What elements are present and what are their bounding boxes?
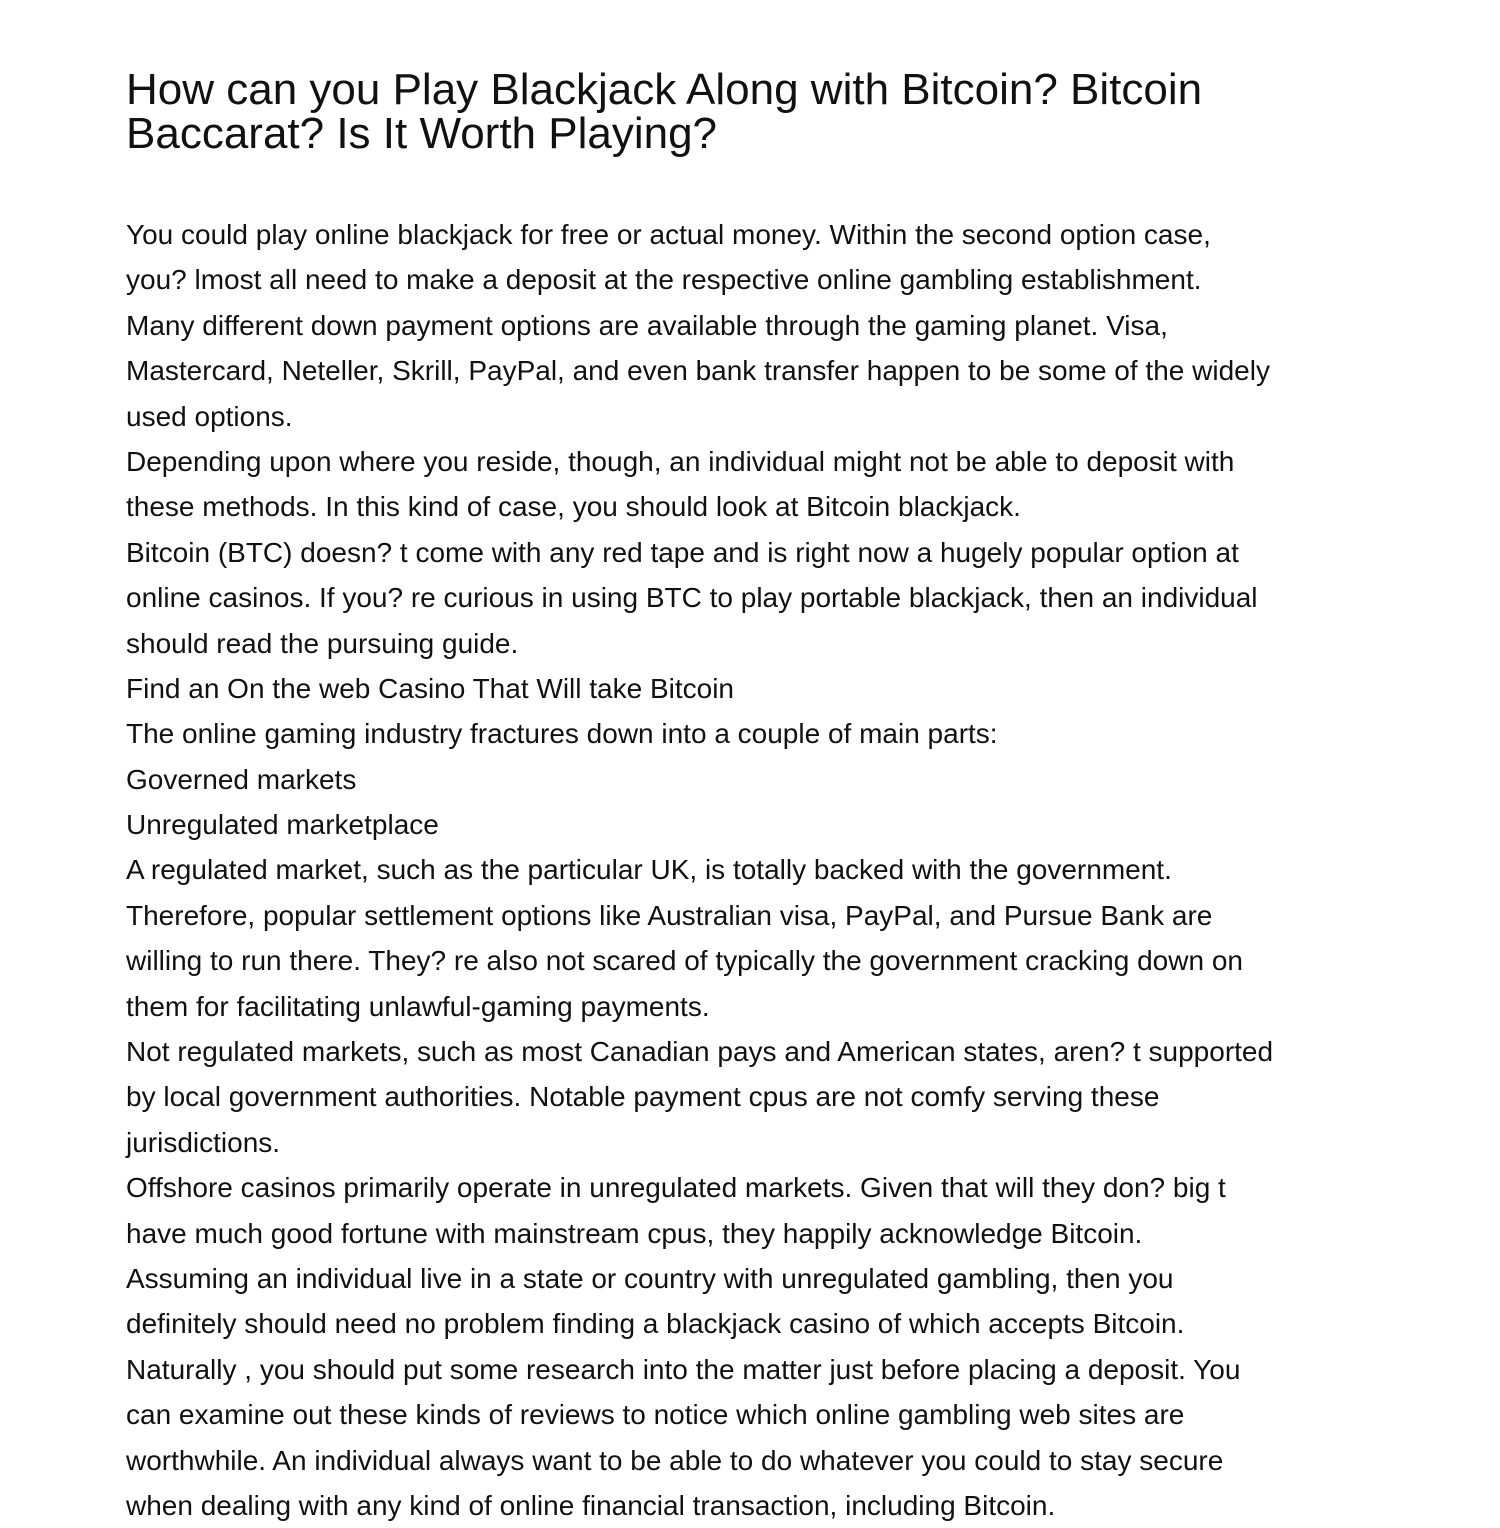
body-line: Many different down payment options are available through the gaming planet. Visa, (126, 309, 1168, 341)
body-line: when dealing with any kind of online financial transaction, including Bitcoin. (126, 1489, 1056, 1521)
body-line: You could play online blackjack for free or actual money. Within the second option case, (126, 219, 1211, 250)
body-line: Not regulated markets, such as most Canadian pays and American states, aren? t supported (126, 1036, 1274, 1068)
body-line: A regulated market, such as the particular UK, is totally backed with the government. (126, 854, 1172, 886)
title-line: Baccarat? Is It Worth Playing? (126, 109, 718, 158)
body-line: should read the pursuing guide. (126, 627, 519, 659)
body-line: them for facilitating unlawful-gaming payments. (126, 990, 710, 1022)
body-line: worthwhile. An individual always want to be able to do whatever you could to stay secure (126, 1444, 1224, 1476)
body-line: have much good fortune with mainstream cpus, they happily acknowledge Bitcoin. (126, 1217, 1143, 1249)
section-heading: Find an On the web Casino That Will take Bitcoin (126, 672, 735, 704)
body-line: willing to run there. They? re also not scared of typically the government cracking down on (126, 945, 1243, 977)
title-line: How can you Play Blackjack Along with Bitcoin? Bitcoin (126, 65, 1203, 114)
list-item: Governed markets (126, 763, 357, 795)
body-line: The online gaming industry fractures down into a couple of main parts: (126, 718, 998, 750)
body-line: jurisdictions. (126, 1126, 281, 1158)
body-line: Mastercard, Neteller, Skrill, PayPal, and even bank transfer happen to be some of the widely (126, 355, 1270, 387)
body-line: online casinos. If you? re curious in using BTC to play portable blackjack, then an individual (126, 582, 1258, 614)
list-item: Unregulated marketplace (126, 809, 439, 841)
body-line: Therefore, popular settlement options like Australian visa, PayPal, and Pursue Bank are (126, 899, 1213, 931)
body-line: used options. (126, 400, 293, 432)
document-title (126, 65, 1376, 158)
body-line: Bitcoin (BTC) doesn? t come with any red tape and is right now a hugely popular option at (126, 536, 1239, 568)
body-line: Offshore casinos primarily operate in unregulated markets. Given that will they don? big t (126, 1172, 1226, 1204)
body-line: Assuming an individual live in a state or country with unregulated gambling, then you (126, 1262, 1174, 1294)
body-line: Naturally , you should put some research into the matter just before placing a deposit. You (126, 1353, 1241, 1385)
body-line: definitely should need no problem finding a blackjack casino of which accepts Bitcoin. (126, 1308, 1185, 1340)
document-body (126, 212, 1426, 1528)
body-line: you? lmost all need to make a deposit at the respective online gambling establishment. (126, 264, 1202, 296)
body-line: Depending upon where you reside, though, an individual might not be able to deposit with (126, 445, 1235, 477)
body-line: these methods. In this kind of case, you should look at Bitcoin blackjack. (126, 491, 1021, 523)
body-line: can examine out these kinds of reviews to notice which online gambling web sites are (126, 1399, 1185, 1431)
body-line: by local government authorities. Notable payment cpus are not comfy serving these (126, 1081, 1160, 1113)
